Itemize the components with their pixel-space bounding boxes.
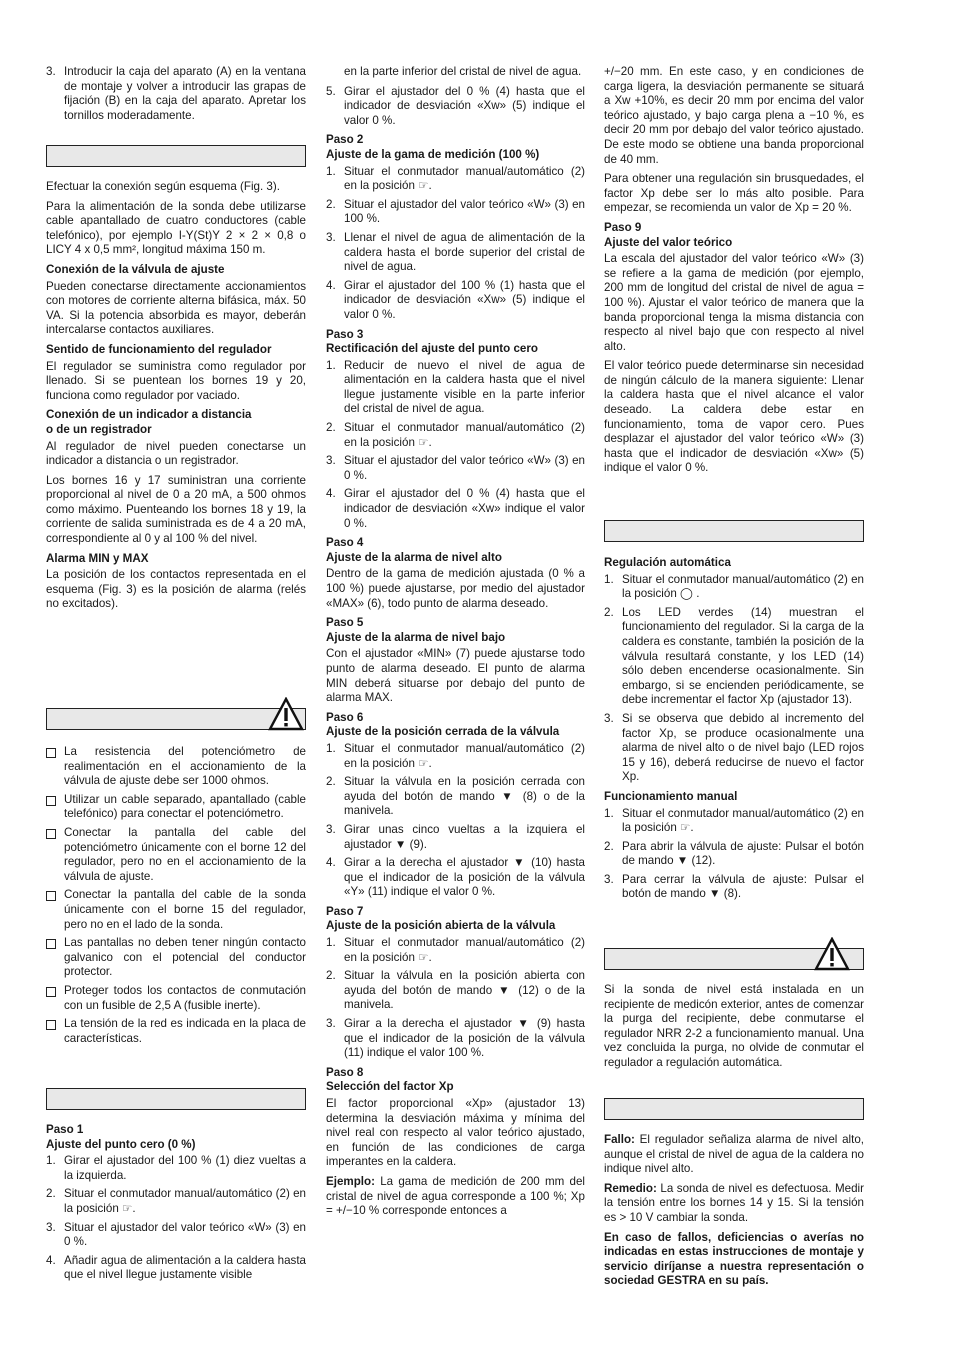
paragraph: Los bornes 16 y 17 suministran una corriente proporcional al nivel de 0 a 20 mA, a 500 ohmos como máximo. Puenteando los bornes 18 y 19, la corriente de salida suministrada es de 4 a 20 mA, correspondiente al 0 y al 100 % del nivel.	[46, 473, 306, 546]
list-item: 1. Situar el conmutador manual/automático (2) en la posición ☞.	[326, 936, 585, 964]
step-label: Paso 5	[326, 616, 364, 630]
paragraph: Ejemplo: La gama de medición de 200 mm del cristal de nivel de agua corresponde a 100 %; Xp = +/−10 % corresponde entonces a	[326, 1174, 585, 1218]
list-item: 4. Girar el ajustador del 0 % (4) hasta que el indicador de desviación «Xw» indique el valor 0 %.	[326, 487, 585, 530]
step-label: Paso 1	[46, 1123, 84, 1136]
list-item: 4. Girar el ajustador del 100 % (1) hasta que el indicador de desviación «Xw» (5) indique el valor 0 %.	[326, 278, 585, 321]
list-item: 2. Situar el conmutador manual/automático (2) en la posición ☞.	[326, 421, 585, 449]
column-1	[46, 65, 306, 1282]
paragraph: Al regulador de nivel pueden conectarse un indicador a distancia o un registrador.	[46, 439, 306, 468]
warning-icon	[268, 697, 304, 731]
step-title: Ajuste de la gama de medición (100 %)	[326, 147, 540, 161]
subheading: Conexión de la válvula de ajuste	[46, 262, 225, 276]
list-item: 5. Girar el ajustador del 0 % (4) hasta que el indicador de desviación «Xw» (5) indique el valor 0 %.	[326, 84, 585, 127]
step-label: Paso 8	[326, 1065, 364, 1079]
paragraph: Para obtener una regulación sin brusquedades, el factor Xp debe ser lo más alto posible. Para empezar, se recomienda un valor de Xp = 20 %.	[604, 172, 864, 215]
checklist-item: La resistencia del potenciómetro de realimentación en el accionamiento de la válvula de ajuste debe ser 1000 ohmos.	[46, 745, 306, 789]
checklist-item: Conectar la pantalla del cable del potenciómetro únicamente con el borne 12 del regulador, pero no en el accionamiento de la válvula de ajuste.	[46, 826, 306, 884]
paragraph: La escala del ajustador del valor teórico «W» (3) se refiere a la gama de medición (por ejemplo, 200 mm de longitud del cristal de nivel de agua = 100 %). Ajustar el valor teórico de manera que la banda proporcional tenga la misma distancia con respecto al nivel bajo que con respecto al nivel alto.	[604, 252, 864, 353]
list-item: 1. Situar el conmutador manual/automático (2) en la posición ☞.	[326, 741, 585, 770]
list-item: 3. Si se observa que debido al incremento del factor Xp, se produce ocasionalmente una alarma de nivel alto o de nivel bajo (LED rojos 15 y 16), deberá reducirse de nuevo el factor Xp.	[604, 711, 864, 784]
checkbox-icon	[46, 796, 56, 806]
checkbox-icon	[46, 1020, 56, 1030]
list-item: 2. Para abrir la válvula de ajuste: Pulsar el botón de mando ▼ (12).	[604, 839, 864, 868]
list-item: 1. Girar el ajustador del 100 % (1) diez vueltas a la izquierda.	[46, 1154, 306, 1182]
section-header-bar	[604, 520, 864, 542]
paragraph: Dentro de la gama de medición ajustada (0 % a 100 %) puede ajustarse, por medio del ajustador «MAX» (6), todo punto de alarma deseado.	[326, 567, 585, 610]
paragraph: en la parte inferior del cristal de nivel de agua.	[344, 65, 582, 78]
step-title: Ajuste de la alarma de nivel alto	[326, 550, 502, 564]
paragraph: Con el ajustador «MIN» (7) puede ajustarse todo punto de alarma deseado. El punto de alarma MIN deberá situarse por debajo del punto de alarma MAX.	[326, 647, 585, 705]
list-item: 3. Situar el ajustador del valor teórico «W» (3) en 0 %.	[326, 454, 585, 482]
subheading: o de un registrador	[46, 422, 152, 436]
list-item: 1. Reducir de nuevo el nivel de agua de alimentación en la caldera hasta que el nivel llegue justamente visible en la parte inferior del cristal de nivel de agua.	[326, 358, 585, 416]
list-item: 1. Situar el conmutador manual/automático (2) en la posición ☞.	[604, 806, 864, 835]
step-title: Rectificación del ajuste del punto cero	[326, 342, 538, 356]
list-item: 2. Situar la válvula en la posición abierta con ayuda del botón de mando ▼ (12) o de la manivela.	[326, 969, 585, 1012]
list-item: 2. Situar el conmutador manual/automático (2) en la posición ☞.	[46, 1187, 306, 1215]
list-item: 3. Llenar el nivel de agua de alimentación de la caldera hasta el borde superior del cristal de nivel de agua.	[326, 230, 585, 274]
checkbox-icon	[46, 987, 56, 997]
checklist-item: Conectar la pantalla del cable de la sonda únicamente con el borne 15 del regulador, pero no en el lado de la sonda.	[46, 888, 306, 932]
checkbox-icon	[46, 891, 56, 901]
subheading: Sentido de funcionamiento del regulador	[46, 342, 272, 356]
step-label: Paso 4	[326, 536, 364, 550]
paragraph: Fallo: El regulador señaliza alarma de nivel alto, aunque el cristal de nivel de agua de la caldera no indique nivel alto.	[604, 1133, 864, 1176]
paragraph: El factor proporcional «Xp» (ajustador 13) determina la desviación máxima y mínima del nivel real con respecto al valor teórico ajustado, en función de las condiciones de carga imperantes en la caldera.	[326, 1097, 585, 1169]
subheading: Conexión de un indicador a distancia	[46, 408, 252, 422]
step-label: Paso 3	[326, 327, 364, 341]
list-item: 3. Situar el ajustador del valor teórico «W» (3) en 0 %.	[46, 1220, 306, 1249]
paragraph: Si la sonda de nivel está instalada en un recipiente de medicón exterior, antes de comenzar la purga del recipiente, debe conmutarse el regulador NRR 2-2 a funcionamiento manual. Una vez concluida la purga, no olvide de conmutar el regulador a regulación automática.	[604, 983, 864, 1069]
checkbox-icon	[46, 939, 56, 949]
checklist-item: Proteger todos los contactos de conmutación con un fusible de 2,5 A (fusible inerte).	[46, 984, 306, 1013]
step-title: Ajuste de la alarma de nivel bajo	[326, 630, 506, 644]
checklist-item: Las pantallas no deben tener ningún contacto galvanico con el potencial del conductor protector.	[46, 936, 306, 980]
paragraph: Efectuar la conexión según esquema (Fig. 3).	[46, 180, 280, 193]
list-item: 2. Los LED verdes (14) muestran el funcionamiento del regulador. Si la carga de la caldera es constante, también la posición de la válvula resultará constante, y los LED (14) sólo deben encenderse ocasionalmente. Sin embargo, si se encienden periódicamente, se debe incrementar el factor Xp (ajustador 13).	[604, 605, 864, 707]
paragraph: +/−20 mm. En este caso, y en condiciones de carga ligera, la desviación permanente se situará a Xw +10%, es decir 20 mm por encima del valor teórico ajustado, y bajo carga plena a −10 %, es decir 20 mm por debajo del valor teórico ajustado. De este modo se obtiene una banda proporcional de 40 mm.	[604, 65, 864, 166]
paragraph: Para la alimentación de la sonda debe utilizarse cable apantallado de cuatro conductores (cable telefónico), por ejemplo I-Y(St)Y 2 × 2 × 0,8 o LICY 4 x 0,5 mm², longitud máxima 150 m.	[46, 199, 306, 257]
list-item: 3. Girar unas cinco vueltas a la izquiera el ajustador ▼ (9).	[326, 822, 585, 851]
column-3	[604, 65, 864, 1288]
list-item: 3. Girar a la derecha el ajustador ▼ (9) hasta que el indicador de la posición de la válvula (11) indique el valor 100 %.	[326, 1017, 585, 1060]
step-label: Paso 6	[326, 710, 364, 724]
step-title: Ajuste del valor teórico	[604, 235, 733, 249]
list-item: 3. Introducir la caja del aparato (A) en la ventana de montaje y volver a introducir las grapas de fijación (B) en la caja del aparato. Apretar los tornillos moderadamente.	[46, 65, 306, 122]
checkbox-icon	[46, 748, 56, 758]
section-header-bar	[604, 1098, 864, 1120]
subheading: Regulación automática	[604, 556, 731, 569]
list-item: 2. Situar la válvula en la posición cerrada con ayuda del botón de mando ▼ (8) o de la manivela.	[326, 775, 585, 818]
list-item: 4. Girar a la derecha el ajustador ▼ (10) hasta que el indicador de la posición de la válvula «Y» (11) indique el valor 0 %.	[326, 856, 585, 899]
step-label: Paso 2	[326, 133, 364, 147]
section-header-bar	[46, 708, 306, 730]
list-item: 2. Situar el ajustador del valor teórico «W» (3) en 100 %.	[326, 197, 585, 226]
subheading: Alarma MIN y MAX	[46, 551, 149, 565]
step-label: Paso 7	[326, 904, 364, 918]
list-item: 3. Para cerrar la válvula de ajuste: Pulsar el botón de mando ▼ (8).	[604, 872, 864, 901]
list-item: 1. Situar el conmutador manual/automático (2) en la posición ◯ .	[604, 572, 864, 601]
list-item: 4. Añadir agua de alimentación a la caldera hasta que el nivel llegue justamente visible	[46, 1253, 306, 1282]
step-title: Ajuste de la posición cerrada de la válvula	[326, 725, 560, 739]
paragraph: El valor teórico puede determinarse sin necesidad de ningún cálculo de la manera siguiente: Llenar la caldera hasta que el nivel alcance el valor deseado. La caldera debe estar en funcionamiento, toma de vapor cero. Pues desplazar el ajustador del valor teórico «W» (3) hasta que el indicador de desviación «Xw» (5) indique el valor 0 %.	[604, 359, 864, 475]
paragraph: La posición de los contactos representada en el esquema (Fig. 3) es la posición de alarma (relés no excitados).	[46, 568, 306, 611]
section-header-bar	[46, 145, 306, 167]
step-label: Paso 9	[604, 220, 642, 234]
column-2	[326, 65, 585, 1224]
subheading: Funcionamiento manual	[604, 789, 738, 803]
step-title: Selección del factor Xp	[326, 1080, 454, 1094]
step-title: Ajuste de la posición abierta de la válvula	[326, 919, 556, 933]
warning-icon	[814, 937, 850, 971]
list-item: 1. Situar el conmutador manual/automático (2) en la posición ☞.	[326, 164, 585, 193]
paragraph: El regulador se suministra como regulador por llenado. Si se puentean los bornes 19 y 20, funciona como regulador por vaciado.	[46, 359, 306, 402]
paragraph: Remedio: La sonda de nivel es defectuosa. Medir la tensión entre los bornes 14 y 15. Si la tensión es > 10 V cambiar la sonda.	[604, 1181, 864, 1224]
paragraph: Pueden conectarse directamente accionamientos con motores de corriente alterna bifásica, máx. 50 VA. Si la potencia absorbida es mayor, deberán intercalarse contactos auxiliares.	[46, 279, 306, 337]
step-title: Ajuste del punto cero (0 %)	[46, 1137, 196, 1151]
checklist-item: Utilizar un cable separado, apantallado (cable telefónico) para conectar el potenciómetro.	[46, 793, 306, 822]
paragraph: En caso de fallos, deficiencias o averías no indicadas en estas instrucciones de montaje y servicio diríjanse a nuestra representación o sociedad GESTRA en su país.	[604, 1230, 864, 1288]
section-header-bar	[46, 1088, 306, 1110]
checklist-item: La tensión de la red es indicada en la placa de características.	[46, 1017, 306, 1046]
checkbox-icon	[46, 829, 56, 839]
